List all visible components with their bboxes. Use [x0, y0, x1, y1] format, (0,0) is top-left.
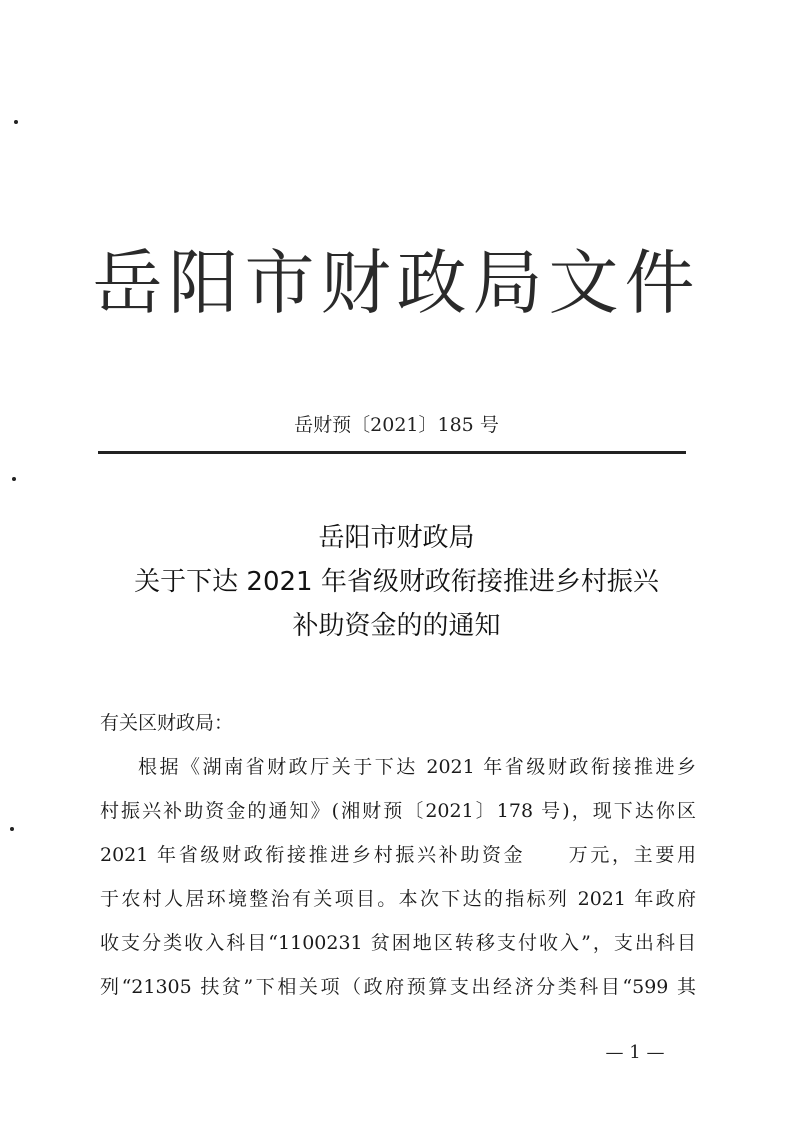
paragraph-line: 于农村人居环境整治有关项目。本次下达的指标列 2021 年政府: [100, 888, 696, 910]
notice-title-line: 岳阳市财政局: [318, 523, 475, 553]
paragraph-line: 村振兴补助资金的通知》(湘财预〔2021〕178 号)，现下达你区: [100, 800, 696, 822]
document-number: 岳财预〔2021〕185 号: [294, 414, 499, 436]
paragraph-line: 列“21305 扶贫”下相关项（政府预算支出经济分类科目“599 其: [100, 976, 696, 998]
paragraph-line: 根据《湖南省财政厅关于下达 2021 年省级财政衔接推进乡: [138, 756, 696, 778]
paragraph-line: 收支分类收入科目“1100231 贫困地区转移支付收入”，支出科目: [100, 932, 696, 954]
paragraph-line: 2021 年省级财政衔接推进乡村振兴补助资金 万元，主要用: [100, 844, 696, 866]
notice-title: [0, 516, 793, 648]
agency-header-title: 岳阳市财政局文件: [92, 242, 701, 324]
salutation: 有关区财政局：: [100, 712, 234, 734]
scan-speck: [10, 827, 14, 831]
page-number: — 1 —: [605, 1042, 665, 1063]
notice-body: [100, 701, 696, 1009]
scan-speck: [14, 120, 18, 124]
notice-title-line: 关于下达 2021 年省级财政衔接推进乡村振兴: [134, 567, 659, 597]
header-divider: [98, 451, 686, 454]
notice-title-line: 补助资金的的通知: [292, 611, 501, 641]
scan-speck: [12, 477, 16, 481]
